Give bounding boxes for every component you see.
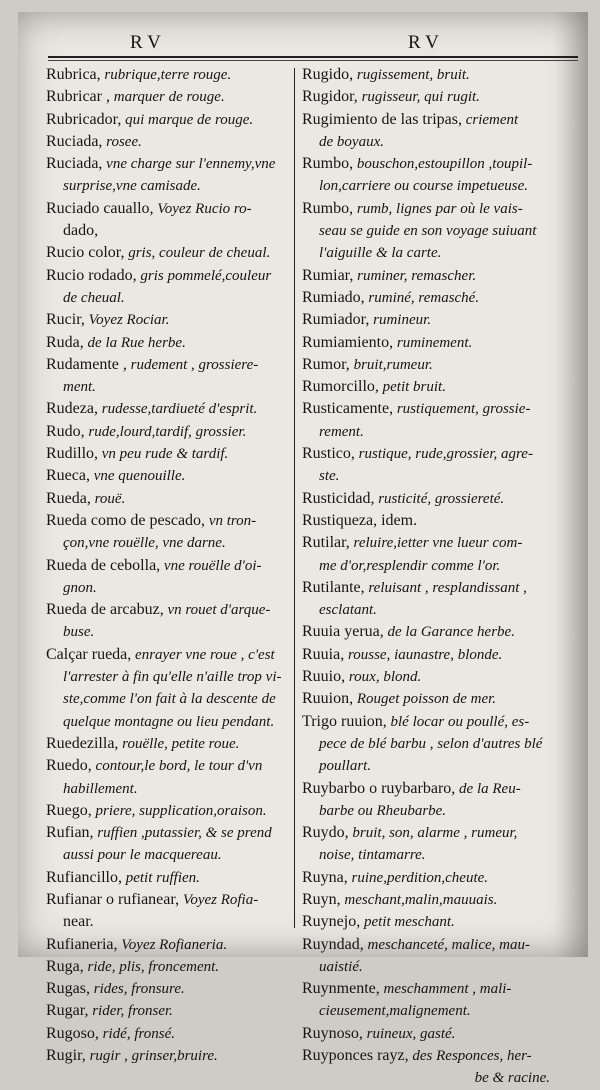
book-page (18, 12, 588, 1087)
right-column (302, 64, 556, 1090)
dictionary-line (46, 733, 290, 755)
dictionary-line (302, 577, 556, 599)
headword: Rueda, (46, 489, 91, 507)
headword: Rumbo, (302, 199, 354, 217)
dictionary-line (302, 287, 556, 309)
dictionary-line (46, 666, 290, 688)
dictionary-line (46, 1023, 290, 1045)
translation: surprise,vne camisade. (63, 178, 201, 195)
translation: habillement. (63, 780, 138, 797)
translation: pece de blé barbu , selon d'autres blé (319, 735, 543, 752)
headword: Ruyna, (302, 868, 348, 886)
translation: vn peu rude & tardif. (98, 446, 229, 463)
headword: Ruciado cauallo, (46, 199, 154, 217)
dictionary-line (302, 1045, 556, 1067)
headword: Ruedezilla, (46, 734, 119, 752)
page-edge-shadow (554, 12, 588, 957)
headword: Rumiamiento, (302, 333, 394, 351)
translation: vne charge sur l'ennemy,vne (102, 156, 276, 173)
headword: Rusticidad, (302, 489, 375, 507)
header-rule (48, 56, 578, 58)
translation: ruminé, remasché. (364, 289, 480, 306)
dictionary-line (302, 131, 556, 153)
dictionary-line (302, 644, 556, 666)
headword: Rugido, (302, 66, 354, 83)
dictionary-line (302, 309, 556, 331)
translation: rubrique,terre rouge. (100, 67, 232, 83)
translation: quelque montagne ou lieu pendant. (63, 713, 275, 730)
headword: Rudillo, (46, 445, 99, 463)
translation: rumb, lignes par où le vais- (353, 200, 523, 217)
translation: rosee. (102, 133, 142, 150)
dictionary-line (302, 220, 556, 242)
translation: petit ruffien. (121, 869, 200, 886)
translation: rider, fronser. (88, 1003, 173, 1020)
translation: rouë. (90, 490, 126, 507)
running-head-left: RV (130, 32, 167, 53)
translation: Rouget poisson de mer. (353, 691, 497, 708)
dictionary-line (46, 532, 290, 554)
dictionary-line (46, 978, 290, 1000)
headword: Rubricar , (46, 88, 110, 106)
column-divider (294, 68, 295, 928)
dictionary-line (302, 64, 556, 86)
translation: ride, plis, froncement. (83, 958, 220, 975)
translation: rugisseur, qui rugit. (357, 89, 480, 106)
headword: Trigo ruuion, (302, 712, 387, 730)
translation: marquer de rouge. (109, 89, 225, 106)
headword: Ruuia, (302, 645, 345, 663)
translation: seau se guide en son voyage suiuant (319, 223, 537, 240)
header-rule-thin (48, 60, 578, 61)
dictionary-line (46, 822, 290, 844)
dictionary-line (302, 599, 556, 621)
headword: Rucio rodado, (46, 266, 137, 284)
dictionary-line (302, 532, 556, 554)
translation: be & racine. (474, 1070, 550, 1087)
headword: Rumiado, (302, 288, 365, 306)
headword: Rucio color, (46, 244, 125, 262)
dictionary-line (46, 465, 290, 487)
translation: meschamment , mali- (379, 981, 512, 998)
dictionary-line (302, 1023, 556, 1045)
translation: reluisant , resplandissant , (364, 579, 527, 596)
translation: reluire,ietter vne lueur com- (349, 535, 523, 552)
headword: Rufian, (46, 824, 94, 842)
dictionary-line (46, 621, 290, 643)
headword: Rufianeria, (46, 935, 118, 953)
dictionary-line (302, 86, 556, 108)
headword: Ruynejo, (302, 913, 361, 931)
dictionary-line (302, 889, 556, 911)
translation: ste,comme l'on fait à la descente de (63, 691, 276, 708)
translation: vn tron- (205, 512, 257, 529)
headword: Rubricador, (46, 110, 122, 128)
translation: rustique, rude,grossier, agre- (354, 446, 533, 463)
translation: Voyez Rucio ro- (153, 200, 252, 217)
dictionary-line (302, 733, 556, 755)
dictionary-line (46, 867, 290, 889)
translation: aussi pour le macquereau. (63, 847, 222, 864)
headword: Rusticamente, (302, 400, 394, 418)
dictionary-line (302, 844, 556, 866)
translation: me d'or,resplendir comme l'or. (319, 557, 501, 574)
headword: Ruuion, (302, 690, 354, 708)
translation: priere, supplication,oraison. (91, 802, 267, 819)
dictionary-line (302, 465, 556, 487)
dictionary-line (302, 242, 556, 264)
translation: rouëlle, petite roue. (118, 735, 240, 752)
dictionary-line (46, 911, 290, 933)
headword: Rueca, (46, 467, 90, 485)
headword: Rueda como de pescado, (46, 511, 206, 529)
translation: buse. (63, 624, 95, 641)
headword: Calçar rueda, (46, 645, 132, 663)
dictionary-line (46, 577, 290, 599)
translation: rustiquement, grossie- (393, 401, 531, 418)
headword: Rubrica, (46, 66, 101, 83)
dictionary-line (46, 376, 290, 398)
headword: Rudeza, (46, 400, 98, 418)
dictionary-line (302, 421, 556, 443)
dictionary-line (302, 398, 556, 420)
translation: ment. (63, 379, 96, 396)
translation: rude,lourd,tardif, grossier. (84, 423, 247, 440)
dictionary-line (302, 800, 556, 822)
dictionary-line (302, 443, 556, 465)
dictionary-line (46, 242, 290, 264)
dictionary-line (302, 1067, 556, 1089)
translation: gnon. (63, 579, 97, 596)
translation: petit bruit. (378, 379, 446, 396)
translation: rement. (319, 423, 364, 440)
dictionary-line (302, 822, 556, 844)
headword: Ruda, (46, 333, 84, 351)
dictionary-line (46, 934, 290, 956)
translation: de la Rue herbe. (83, 334, 186, 351)
dictionary-line (46, 488, 290, 510)
dictionary-line (46, 287, 290, 309)
headword: Rumiar, (302, 266, 354, 284)
headword: Ruuio, (302, 668, 346, 686)
headword: Rufianar o rufianear, (46, 890, 180, 908)
translation: çon,vne rouëlle, vne darne. (63, 535, 226, 552)
translation: bouschon,estoupillon ,toupil- (353, 156, 533, 173)
headword: Rugimiento de las tripas, (302, 110, 462, 128)
dictionary-line (302, 911, 556, 933)
dictionary-line (46, 64, 290, 86)
headword: Rudamente , (46, 355, 127, 373)
dictionary-line (302, 354, 556, 376)
headword: Ruyn, (302, 890, 341, 908)
dictionary-line (302, 153, 556, 175)
dictionary-line (302, 510, 556, 532)
translation: noise, tintamarre. (319, 847, 426, 864)
headword: Ruuia yerua, (302, 623, 384, 641)
dictionary-line (302, 688, 556, 710)
dictionary-line (46, 755, 290, 777)
dictionary-line (302, 175, 556, 197)
translation: esclatant. (319, 602, 377, 619)
dictionary-line (302, 755, 556, 777)
left-column (46, 64, 290, 1067)
dictionary-line (46, 153, 290, 175)
translation: vn rouet d'arque- (163, 602, 271, 619)
dictionary-line (46, 1045, 290, 1067)
translation: ruine,perdition,cheute. (347, 869, 489, 886)
headword: Rutilante, (302, 578, 365, 596)
translation: vne quenouille. (89, 468, 186, 485)
dictionary-line (302, 621, 556, 643)
headword: Ruybarbo o ruybarbaro, (302, 779, 456, 797)
headword: Rueda de cebolla, (46, 556, 161, 574)
dictionary-line (46, 800, 290, 822)
headword: Ruynmente, (302, 980, 380, 998)
dictionary-line (302, 265, 556, 287)
dictionary-line (46, 844, 290, 866)
dictionary-line (302, 555, 556, 577)
translation: ruffien ,putassier, & se prend (93, 825, 272, 842)
translation: poullart. (319, 758, 372, 775)
translation: lon,carriere ou course impetueuse. (319, 178, 528, 195)
headword: Rugidor, (302, 88, 358, 106)
dictionary-line (302, 109, 556, 131)
translation: meschanceté, malice, mau- (363, 936, 530, 953)
dictionary-line (46, 599, 290, 621)
translation: Voyez Rofia- (179, 891, 259, 908)
dictionary-line (46, 131, 290, 153)
headword: Rumbo, (302, 155, 354, 173)
translation: uaistié. (319, 958, 363, 975)
headword: Ruydo, (302, 824, 349, 842)
dictionary-line (46, 644, 290, 666)
dictionary-line (46, 109, 290, 131)
headword: Rumorcillo, (302, 378, 379, 396)
translation: ste. (319, 468, 340, 485)
dictionary-line (46, 421, 290, 443)
translation: gris, couleur de cheual. (124, 245, 271, 262)
translation: bruit,rumeur. (349, 356, 433, 373)
dictionary-line (46, 398, 290, 420)
dictionary-line (46, 778, 290, 800)
headword: Rumor, (302, 355, 350, 373)
translation: bruit, son, alarme , rumeur, (348, 825, 518, 842)
translation: des Responces, her- (408, 1048, 532, 1065)
translation: gris pommelé,couleur (136, 267, 272, 284)
dictionary-line (46, 175, 290, 197)
dictionary-line (302, 332, 556, 354)
headword: Ruga, (46, 957, 84, 975)
translation: Voyez Rofianeria. (117, 936, 228, 953)
dictionary-line (302, 488, 556, 510)
dictionary-line (46, 688, 290, 710)
headword: Ruyndad, (302, 935, 364, 953)
dictionary-line (46, 510, 290, 532)
dictionary-line (46, 555, 290, 577)
dictionary-line (302, 711, 556, 733)
headword: Rutilar, (302, 534, 350, 552)
translation: meschant,malin,mauuais. (340, 891, 498, 908)
translation: vne rouëlle d'oi- (160, 557, 262, 574)
headword: Rugar, (46, 1002, 89, 1020)
translation: de boyaux. (319, 133, 384, 150)
translation: qui marque de rouge. (121, 111, 254, 128)
dictionary-line (302, 956, 556, 978)
dictionary-line (46, 956, 290, 978)
translation: enrayer vne roue , c'est (131, 646, 275, 663)
translation: blé locar ou poullé, es- (386, 713, 530, 730)
translation: rudement , grossiere- (126, 356, 259, 373)
translation: petit meschant. (360, 914, 455, 931)
headword: Rucir, (46, 311, 85, 329)
translation: rugissement, bruit. (353, 67, 470, 83)
translation: ruminer, remascher. (353, 267, 477, 284)
translation: de cheual. (63, 289, 125, 306)
dictionary-line (46, 443, 290, 465)
translation: rudesse,tardiueté d'esprit. (97, 401, 258, 418)
translation: barbe ou Rheubarbe. (319, 802, 447, 819)
translation: criement (461, 111, 519, 128)
translation: Voyez Rociar. (84, 312, 170, 329)
dictionary-line (46, 86, 290, 108)
translation: l'aiguille & la carte. (319, 245, 442, 262)
headword: Rufiancillo, (46, 868, 122, 886)
translation: ruineux, gasté. (362, 1025, 456, 1042)
dictionary-line (46, 220, 290, 242)
translation: ruminement. (393, 334, 473, 351)
headword: Ruciada, (46, 132, 103, 150)
dictionary-line (46, 265, 290, 287)
dictionary-line (46, 198, 290, 220)
translation: ridé, fronsé. (98, 1025, 176, 1042)
running-head-right: RV (408, 32, 445, 53)
dictionary-line (302, 778, 556, 800)
dictionary-line (46, 354, 290, 376)
translation: roux, blond. (345, 669, 422, 686)
headword: Rustiqueza, idem. (302, 511, 418, 529)
dictionary-line (46, 1000, 290, 1022)
dictionary-line (46, 309, 290, 331)
translation: cieusement,malignement. (319, 1003, 471, 1020)
translation: rusticité, grossiereté. (374, 490, 505, 507)
dictionary-line (302, 978, 556, 1000)
translation: rousse, iaunastre, blonde. (344, 646, 503, 663)
dictionary-line (302, 198, 556, 220)
dictionary-line (302, 867, 556, 889)
headword: Rumiador, (302, 311, 370, 329)
headword: Ruego, (46, 801, 92, 819)
dictionary-line (46, 711, 290, 733)
translation: rumineur. (369, 312, 432, 329)
translation: rides, fronsure. (90, 981, 185, 998)
translation: de la Garance herbe. (383, 624, 515, 641)
dictionary-line (302, 934, 556, 956)
headword: Ruyponces rayz, (302, 1047, 409, 1065)
headword: Rugoso, (46, 1024, 99, 1042)
headword: Ruedo, (46, 757, 92, 775)
headword: dado, (63, 222, 99, 240)
headword: Rudo, (46, 422, 85, 440)
headword: Rustico, (302, 445, 355, 463)
translation: contour,le bord, le tour d'vn (91, 758, 263, 775)
dictionary-line (46, 889, 290, 911)
translation: rugir , grinser,bruire. (85, 1048, 218, 1065)
headword: Rugir, (46, 1047, 86, 1065)
dictionary-line (302, 1000, 556, 1022)
dictionary-line (302, 666, 556, 688)
headword: near. (63, 913, 94, 931)
translation: de la Reu- (455, 780, 521, 797)
headword: Ruciada, (46, 155, 103, 173)
headword: Ruynoso, (302, 1024, 363, 1042)
dictionary-line (302, 376, 556, 398)
headword: Rugas, (46, 980, 90, 998)
translation: l'arrester à fin qu'elle n'aille trop vi- (63, 669, 282, 686)
headword: Rueda de arcabuz, (46, 601, 164, 619)
dictionary-line (46, 332, 290, 354)
